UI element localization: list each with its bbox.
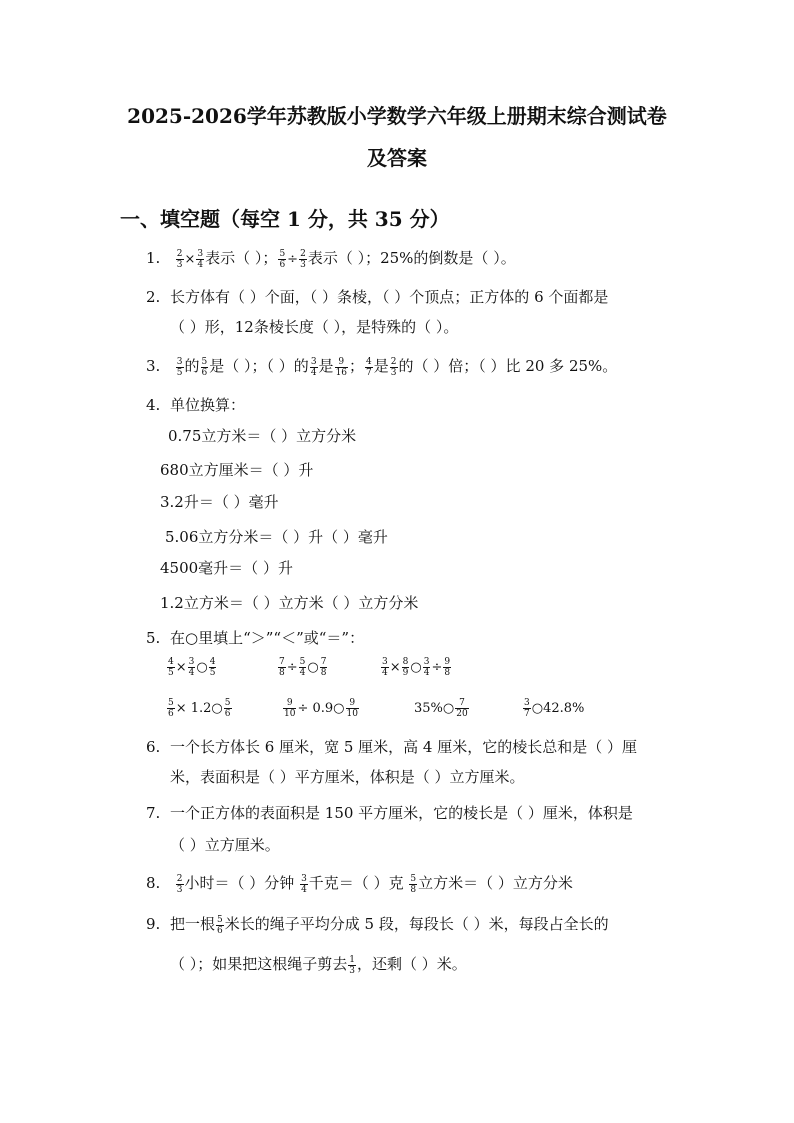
question-number: 4.: [146, 396, 161, 414]
question-number: 6.: [146, 738, 161, 756]
conversion-item: 5.06立方分米＝（ ）升（ ）毫升: [165, 528, 388, 546]
question-1: 1. $\frac{2}{3}$ × $\frac{3}{4}$ 表示（ ）； $\frac{5}{6}$ ÷ $\frac{2}{3}$ 表示（ ）；25%的倒数是（ ）。: [146, 248, 516, 270]
conversion-item: 3.2升＝（ ）毫升: [160, 493, 279, 511]
conversion-item: 4500毫升＝（ ）升: [160, 559, 293, 577]
question-number: 7.: [146, 804, 161, 822]
conversion-item: 680立方厘米＝（ ）升: [160, 461, 314, 479]
compare-item: $\frac{3}{4}$ × $\frac{8}{9}$ ○ $\frac{3}{4}$ ÷ $\frac{9}{8}$: [382, 657, 451, 678]
question-9-continued: （ ）；如果把这根绳子剪去 $\frac{1}{3}$ ，还剩（ ）米。: [170, 954, 467, 976]
question-7-continued: （ ）立方厘米。: [170, 836, 280, 854]
question-2-continued: （ ）形，12条棱长度（ ），是特殊的（ ）。: [170, 318, 459, 336]
page-title-continued: 及答案: [367, 146, 427, 170]
compare-item: $\frac{3}{7}$ ○42.8%: [524, 698, 585, 719]
question-number: 1.: [146, 249, 161, 267]
question-number: 3.: [146, 357, 161, 375]
question-8: 8. $\frac{2}{3}$ 小时＝（ ）分钟 $\frac{3}{4}$ 千克＝（ ）克 $\frac{5}{8}$ 立方米＝（ ）立方分米: [146, 873, 573, 895]
fraction: $\frac{5}{6}$: [279, 248, 286, 270]
compare-item: $\frac{4}{5}$ × $\frac{3}{4}$ ○ $\frac{4}{5}$: [168, 657, 216, 678]
question-5: 5. 在○里填上“＞”“＜”或“＝”：: [146, 629, 365, 647]
question-6-continued: 米，表面积是（ ）平方厘米，体积是（ ）立方厘米。: [170, 768, 525, 786]
conversion-item: 1.2立方米＝（ ）立方米（ ）立方分米: [160, 594, 419, 612]
fraction: $\frac{2}{3}$: [300, 248, 306, 270]
compare-item: $\frac{9}{10}$ ÷ 0.9○ $\frac{9}{10}$: [284, 698, 358, 719]
question-number: 5.: [146, 629, 161, 647]
conversion-item: 0.75立方米＝（ ）立方分米: [168, 427, 357, 445]
fraction: $\frac{2}{3}$: [176, 248, 183, 270]
question-6: 6. 一个长方体长 6 厘米，宽 5 厘米，高 4 厘米，它的棱长总和是（ ）厘: [146, 738, 638, 756]
page-title: 2025-2026学年苏教版小学数学六年级上册期末综合测试卷: [127, 104, 667, 128]
compare-item: $\frac{7}{8}$ ÷ $\frac{5}{4}$ ○ $\frac{7}{8}$: [279, 657, 327, 678]
compare-item: $\frac{5}{6}$ × 1.2○ $\frac{5}{6}$: [168, 698, 231, 719]
question-number: 8.: [146, 874, 161, 892]
question-9: 9. 把一根 $\frac{5}{6}$ 米长的绳子平均分成 5 段，每段长（ ）米，每段占全长的: [146, 914, 609, 936]
compare-item: 35%○ $\frac{7}{20}$: [414, 698, 468, 719]
section-heading: 一、填空题（每空 1 分，共 35 分）: [120, 207, 450, 231]
fraction: $\frac{3}{4}$: [197, 248, 204, 270]
question-number: 2.: [146, 288, 161, 306]
question-2: 2. 长方体有（ ）个面，（ ）条棱，（ ）个顶点；正方体的 6 个面都是: [146, 288, 609, 306]
question-3: 3. $\frac{3}{5}$ 的 $\frac{5}{6}$ 是（ ）；（ ）的 $\frac{3}{4}$ 是 $\frac{9}{16}$ ； $\frac{4}{7}$ 是 $\frac{2}{3}$ 的（ ）倍；（ ）比 20 多 25%。: [146, 356, 618, 378]
question-number: 9.: [146, 915, 161, 933]
question-4: 4. 单位换算：: [146, 396, 246, 414]
question-7: 7. 一个正方体的表面积是 150 平方厘米，它的棱长是（ ）厘米，体积是: [146, 804, 633, 822]
